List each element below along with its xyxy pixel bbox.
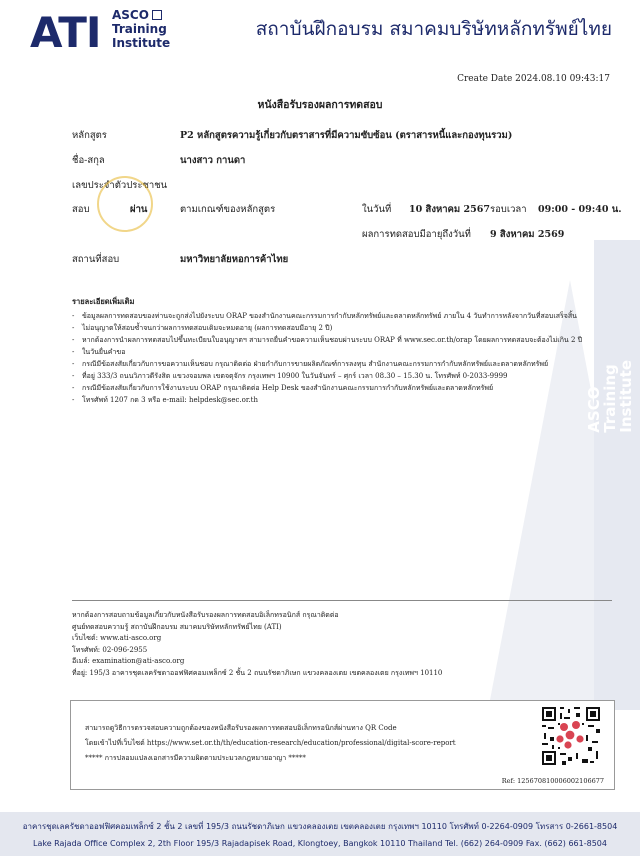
reference-number: Ref: 125670810006002106677	[501, 777, 604, 785]
footer-address-th: อาคารชุดเลครัชดาออฟฟิศคอมเพล็กซ์ 2 ชั้น 2 เลขที่ 195/3 ถนนรัชดาภิเษก แขวงคลองเตย เขตคลองเตย กรุงเทพฯ 10110 โทรศัพท์ 0-2264-0909 โทรสาร 0-2661-8504	[22, 822, 618, 831]
exam-label: สอบ	[72, 204, 90, 215]
round-value: 09:00 - 09:40 น.	[538, 204, 622, 215]
contact-section	[72, 610, 442, 679]
course-label: หลักสูตร	[72, 130, 107, 141]
logo-mark: ATI	[30, 8, 101, 57]
qr-code-icon[interactable]	[542, 707, 600, 765]
round-label: รอบเวลา	[490, 204, 527, 215]
details-title: รายละเอียดเพิ่มเติม	[72, 297, 135, 306]
details-item: - ไม่อนุญาตให้สอบซ้ำจนกว่าผลการทดสอบเดิมจะหมดอายุ (ผลการทดสอบมีอายุ 2 ปี)	[72, 322, 617, 334]
name-value: นางสาว กานดา	[180, 155, 246, 166]
org-name: สถาบันฝึกอบรม สมาคมบริษัทหลักทรัพย์ไทย	[255, 18, 612, 40]
venue-label: สถานที่สอบ	[72, 254, 120, 265]
id-label: เลขประจำตัวประชาชน	[72, 180, 168, 191]
valid-label: ผลการทดสอบมีอายุถึงวันที่	[362, 229, 471, 240]
contact-phone: โทรศัพท์: 02-096-2955	[72, 645, 148, 654]
qr-verification-box	[70, 700, 615, 790]
criteria-text: ตามเกณฑ์ของหลักสูตร	[180, 204, 276, 215]
details-item-continued: - ที่อยู่ 333/3 ถนนวิภาวดีรังสิต แขวงจอมพล เขตจตุจักร กรุงเทพฯ 10900 ในวันจันทร์ – ศุกร์ เวลา 08.30 – 15.30 น. โทรศัพท์ 0-2033-9999	[72, 370, 617, 382]
details-item: - กรณีมีข้อสงสัยเกี่ยวกับการขอความเห็นชอบ กรุณาติดต่อ ฝ่ายกำกับการขายผลิตภัณฑ์การลงทุน สำนักงานคณะกรรมการกำกับหลักทรัพย์และตลาดหลักทรัพย์	[72, 358, 617, 370]
logo-box-icon	[152, 10, 162, 20]
divider	[72, 600, 612, 601]
venue-value: มหาวิทยาลัยหอการค้าไทย	[180, 254, 289, 265]
logo-sub: ASCO Training Institute	[112, 8, 171, 50]
details-item: - ข้อมูลผลการทดสอบของท่านจะถูกส่งไปยังระบบ ORAP ของสำนักงานคณะกรรมการกำกับหลักทรัพย์และตลาดหลักทรัพย์ ภายใน 4 วันทำการหลังจากวันที่สอบเสร็จสิ้น	[72, 310, 617, 322]
exam-date-value: 10 สิงหาคม 2567	[409, 204, 490, 215]
valid-value: 9 สิงหาคม 2569	[490, 229, 565, 240]
contact-email[interactable]: อีเมล์: examination@ati-asco.org	[72, 657, 185, 665]
details-section	[72, 296, 617, 406]
create-date: Create Date 2024.08.10 09:43:17	[457, 74, 610, 84]
details-item: - หากต้องการนำผลการทดสอบไปขึ้นทะเบียนใบอนุญาตฯ สามารถยื่นคำขอความเห็นชอบผ่านระบบ ORAP ที่ www.sec.or.th/orap โดยผลการทดสอบจะต้องไม่เกิน 2 ปี	[72, 334, 617, 346]
qr-text	[85, 721, 456, 766]
contact-address: ที่อยู่: 195/3 อาคารชุดเลครัชดาออฟฟิศคอมเพล็กซ์ 2 ชั้น 2 ถนนรัชดาภิเษก แขวงคลองเตย เขตคลองเตย กรุงเทพฯ 10110	[72, 668, 443, 677]
contact-line: ศูนย์ทดสอบความรู้ สถาบันฝึกอบรม สมาคมบริษัทหลักทรัพย์ไทย (ATI)	[72, 622, 282, 631]
document-title: หนังสือรับรองผลการทดสอบ	[257, 99, 383, 111]
qr-warning: ***** การปลอมแปลงเอกสารมีความผิดตามประมวลกฎหมายอาญา *****	[85, 754, 306, 762]
details-item-continued: - ในวันยื่นคำขอ	[72, 346, 617, 358]
footer-address-en: Lake Rajada Office Complex 2, 2th Floor 195/3 Rajadapisek Road, Klongtoey, Bangkok 10110 Thailand Tel. (662) 264-0909 Fax. (662) 661-8504	[33, 839, 607, 848]
header	[0, 0, 640, 70]
footer-bar	[0, 812, 640, 856]
qr-url-line[interactable]: โดยเข้าไปที่เว็บไซต์ https://www.set.or.th/th/education-research/education/professional/digital-score-report	[85, 739, 456, 747]
exam-result: ผ่าน	[130, 204, 148, 215]
details-item-continued: - โทรศัพท์ 1207 กด 3 หรือ e-mail: helpdesk@sec.or.th	[72, 394, 617, 406]
contact-line: หากต้องการสอบถามข้อมูลเกี่ยวกับหนังสือรับรองผลการทดสอบอิเล็กทรอนิกส์ กรุณาติดต่อ	[72, 611, 339, 619]
exam-date-label: ในวันที่	[362, 204, 392, 215]
name-label: ชื่อ-สกุล	[72, 155, 105, 166]
watermark-text: ASCO Training Institute	[585, 360, 635, 433]
contact-website[interactable]: เว็บไซต์: www.ati-asco.org	[72, 634, 162, 642]
course-value: P2 หลักสูตรความรู้เกี่ยวกับตราสารที่มีความซับซ้อน (ตราสารหนี้และกองทุนรวม)	[180, 130, 513, 141]
qr-line: สามารถดูวิธีการตรวจสอบความถูกต้องของหนังสือรับรองผลการทดสอบอิเล็กทรอนิกส์ผ่านทาง QR Code	[85, 724, 397, 732]
details-item: - กรณีมีข้อสงสัยเกี่ยวกับการใช้งานระบบ ORAP กรุณาติดต่อ Help Desk ของสำนักงานคณะกรรมการกำกับหลักทรัพย์และตลาดหลักทรัพย์	[72, 382, 617, 394]
